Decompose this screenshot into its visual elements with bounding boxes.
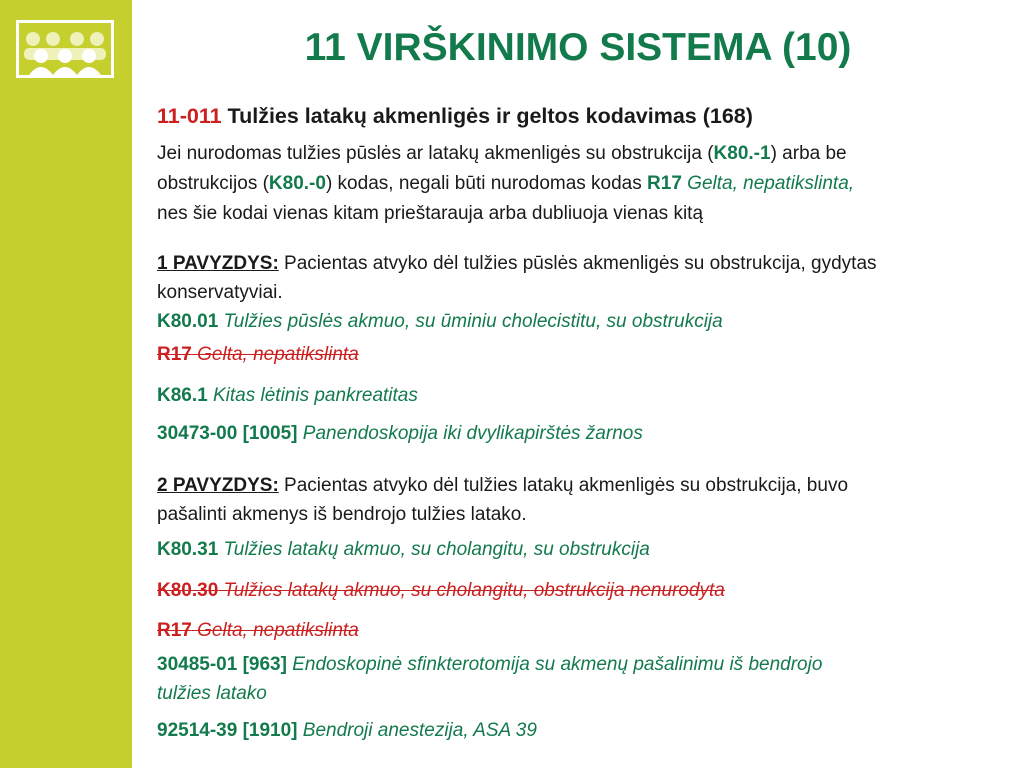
example2-line-2: pašalinti akmenys iš bendrojo tulžies latako. — [157, 504, 527, 525]
section-code: 11-011 — [157, 104, 222, 128]
code-line-struck — [157, 340, 1007, 370]
code: 30473-00 [1005] — [157, 423, 298, 444]
code-line-struck — [157, 616, 1007, 646]
code-line — [157, 650, 1007, 680]
section-heading — [157, 101, 1007, 131]
code-term: Bendroji anestezija, ASA 39 — [297, 720, 537, 741]
code: K80.30 — [157, 580, 219, 601]
code-ref: R17 — [647, 173, 682, 194]
code-term: Tulžies latakų akmuo, su cholangitu, obstrukcija nenurodyta — [218, 580, 725, 601]
logo — [16, 20, 114, 78]
code-ref: K80.-1 — [713, 143, 771, 164]
section-heading-text: Tulžies latakų akmenligės ir geltos kodavimas (168) — [221, 104, 753, 128]
intro-text: ) arba be — [770, 143, 847, 164]
intro-line-3: nes šie kodai vienas kitam prieštarauja arba dubliuoja vienas kitą — [157, 203, 704, 224]
code-line — [157, 716, 1007, 746]
code: K80.01 — [157, 311, 219, 332]
code-term: Gelta, nepatikslinta, — [681, 173, 855, 194]
people-icon — [19, 23, 111, 75]
intro-text: ) kodas, negali būti nurodomas kodas — [325, 173, 648, 194]
example-text: Pacientas atvyko dėl tulžies latakų akmenligės su obstrukcija, buvo — [278, 475, 849, 496]
intro-text: obstrukcijos ( — [157, 173, 269, 194]
example-label: 1 PAVYZDYS: — [157, 253, 279, 274]
code: 30485-01 [963] — [157, 654, 287, 675]
intro-text: Jei nurodomas tulžies pūslės ar latakų akmenligės su obstrukcija ( — [157, 143, 714, 164]
example2-line-1 — [157, 471, 1007, 501]
page-title: 11 VIRŠKINIMO SISTEMA (10) — [304, 26, 852, 69]
code-term: Kitas lėtinis pankreatitas — [207, 385, 418, 406]
code-line — [157, 307, 1007, 337]
code-line-continued — [157, 679, 1007, 709]
code-term: Panendoskopija iki dvylikapirštės žarnos — [297, 423, 643, 444]
sidebar — [0, 0, 132, 768]
code-line — [157, 419, 1007, 449]
code-term: Gelta, nepatikslinta — [191, 344, 359, 365]
example1-line-1 — [157, 249, 1007, 279]
code: R17 — [157, 620, 192, 641]
code-term: tulžies latako — [157, 683, 267, 704]
intro-line-1 — [157, 139, 1007, 169]
code-term: Tulžies pūslės akmuo, su ūminiu cholecistitu, su obstrukcija — [218, 311, 723, 332]
example-text: Pacientas atvyko dėl tulžies pūslės akmenligės su obstrukcija, gydytas — [278, 253, 877, 274]
code-term: Endoskopinė sfinkterotomija su akmenų pašalinimu iš bendrojo — [286, 654, 823, 675]
code-line — [157, 381, 1007, 411]
code: K80.31 — [157, 539, 219, 560]
example-label: 2 PAVYZDYS: — [157, 475, 279, 496]
intro-line-2 — [157, 169, 1007, 199]
code-term: Gelta, nepatikslinta — [191, 620, 359, 641]
code-line — [157, 535, 1007, 565]
code: 92514-39 [1910] — [157, 720, 298, 741]
code-line-struck — [157, 576, 1007, 606]
code: R17 — [157, 344, 192, 365]
code-term: Tulžies latakų akmuo, su cholangitu, su obstrukcija — [218, 539, 650, 560]
code: K86.1 — [157, 385, 208, 406]
example1-line-2: konservatyviai. — [157, 282, 283, 303]
code-ref: K80.-0 — [268, 173, 326, 194]
